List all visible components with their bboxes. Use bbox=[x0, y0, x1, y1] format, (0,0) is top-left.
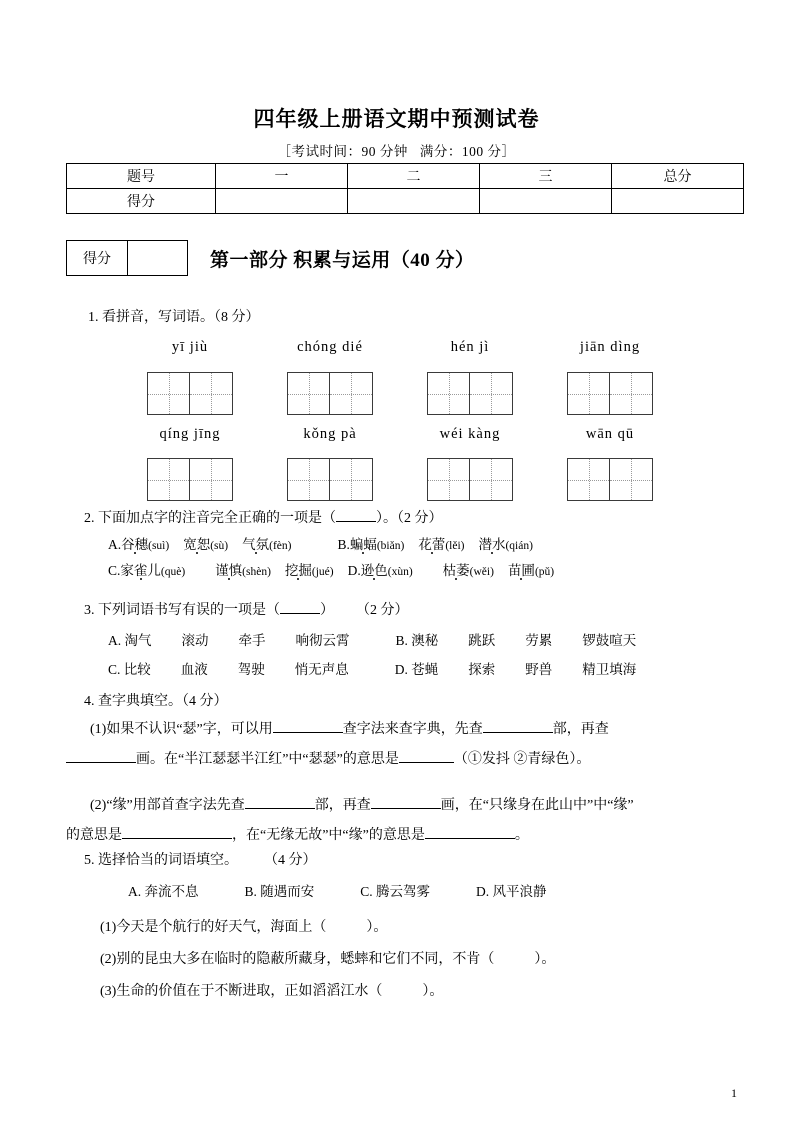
q3-option-b-item-1: 跳跃 bbox=[468, 633, 496, 648]
q4-item1-text-e: （①发抖 ②青绿色）。 bbox=[453, 752, 591, 767]
q3-option-a-item-2: 牵手 bbox=[238, 633, 266, 648]
pinyin-kong-pa: kǒng pà bbox=[303, 426, 357, 442]
grid-square[interactable] bbox=[330, 459, 372, 500]
question-5-sub-1 bbox=[100, 915, 740, 941]
pinyin-hen-ji: hén jì bbox=[450, 339, 490, 355]
exam-full-label: 满分： bbox=[419, 144, 462, 159]
q4-item1-text-b: 查字法来查字典，先查 bbox=[342, 722, 483, 737]
grid-square[interactable] bbox=[610, 373, 652, 414]
pinyin-qing-jing: qíng jīng bbox=[159, 426, 221, 442]
q1-pinyin-row-2 bbox=[120, 426, 720, 443]
q5-option-a: A. 奔流不息 bbox=[128, 884, 199, 899]
tianzige-grid[interactable] bbox=[567, 372, 653, 415]
tianzige-grid[interactable] bbox=[287, 372, 373, 415]
tianzige-grid[interactable] bbox=[287, 458, 373, 501]
option-b-pinyin-3: (qián) bbox=[505, 540, 533, 552]
q3-option-b-item-2: 劳累 bbox=[525, 633, 553, 648]
option-a-pinyin-1: (suì) bbox=[148, 540, 170, 552]
grid-square[interactable] bbox=[470, 459, 512, 500]
option-c-pinyin-1: (què) bbox=[160, 566, 186, 578]
writing-grid-cell[interactable] bbox=[400, 458, 540, 501]
option-a-pinyin-3: (fèn) bbox=[269, 540, 292, 552]
grid-square[interactable] bbox=[190, 373, 232, 414]
option-b-pinyin-1: (biǎn) bbox=[376, 540, 405, 552]
q4-item1-blank-3[interactable] bbox=[66, 762, 136, 763]
q4-item1-text-c: 部，再查 bbox=[552, 722, 609, 737]
question-3-options-line-2 bbox=[108, 657, 748, 683]
option-d-word-1: 逊色 bbox=[360, 563, 388, 578]
q4-item2-text-e: ，在“无缘无故”中“缘”的意思是 bbox=[232, 828, 425, 843]
writing-grid-cell[interactable] bbox=[400, 372, 540, 415]
q4-item2-text-a: (2)“缘”用部首查字法先查 bbox=[90, 798, 245, 813]
option-b-word-1: 蝙蝠 bbox=[349, 537, 377, 552]
tianzige-grid[interactable] bbox=[427, 372, 513, 415]
table-row bbox=[67, 189, 744, 214]
option-c-pinyin-2: (shèn) bbox=[242, 566, 271, 578]
question-2-options-line-2 bbox=[108, 558, 748, 585]
option-d-pinyin-2: (wěi) bbox=[469, 566, 494, 578]
grid-square[interactable] bbox=[190, 459, 232, 500]
q4-item1-blank-1[interactable] bbox=[273, 732, 343, 733]
cell-total: 总分 bbox=[612, 164, 744, 189]
grid-square[interactable] bbox=[330, 373, 372, 414]
question-3-stem: 3. 下列词语书写有误的一项是（ bbox=[84, 603, 280, 618]
question-5-stem: 5. 选择恰当的词语填空。 bbox=[84, 853, 238, 868]
tianzige-grid[interactable] bbox=[147, 372, 233, 415]
q5-sub3-text-end: ）。 bbox=[422, 984, 444, 999]
q3-option-d-item-3: 精卫填海 bbox=[582, 662, 637, 677]
question-2-stem-end: ）。（2 分） bbox=[376, 511, 443, 526]
writing-grid-cell[interactable] bbox=[540, 372, 680, 415]
q3-option-d-item-1: 探索 bbox=[468, 662, 496, 677]
q3-option-d-item-2: 野兽 bbox=[525, 662, 553, 677]
option-c-label: C. bbox=[108, 563, 121, 578]
pinyin-yi-jiu: yī jiù bbox=[171, 339, 209, 355]
question-5 bbox=[84, 848, 724, 874]
q3-option-c-item-3: 悄无声息 bbox=[294, 662, 349, 677]
option-d-pinyin-1: (xùn) bbox=[387, 566, 413, 578]
q4-item2-blank-4[interactable] bbox=[425, 838, 515, 839]
option-d-word-3: 苗圃 bbox=[507, 563, 535, 578]
q3-option-c-item-1: 血液 bbox=[180, 662, 208, 677]
option-b-word-3: 潜水 bbox=[478, 537, 506, 552]
q4-item2-text-f: 。 bbox=[514, 828, 529, 843]
tianzige-grid[interactable] bbox=[427, 458, 513, 501]
question-3 bbox=[84, 598, 724, 624]
grid-square[interactable] bbox=[568, 373, 610, 414]
question-5-options bbox=[128, 879, 768, 905]
page-title: 四年级上册语文期中预测试卷 bbox=[253, 107, 540, 131]
q1-writing-grid-row-1 bbox=[120, 372, 720, 415]
q4-item2-text-d: 的意思是 bbox=[66, 828, 122, 843]
page-number: 1 bbox=[731, 1086, 737, 1100]
q4-item2-text-b: 部，再查 bbox=[314, 798, 371, 813]
q5-sub2-text-end: ）。 bbox=[534, 952, 556, 967]
q4-item2-blank-1[interactable] bbox=[245, 808, 315, 809]
question-4-item-1 bbox=[66, 715, 736, 775]
question-4-item-2 bbox=[66, 791, 736, 851]
exam-info bbox=[0, 140, 793, 160]
option-a-word-1: 谷穗 bbox=[121, 537, 149, 552]
grid-square[interactable] bbox=[288, 459, 330, 500]
question-3-points: （2 分） bbox=[356, 603, 409, 618]
score-cell-1[interactable] bbox=[216, 189, 348, 214]
q5-sub2-text: (2)别的昆虫大多在临时的隐蔽所藏身，蟋蟀和它们不同，不肯（ bbox=[100, 952, 495, 967]
option-a-label: A. bbox=[108, 537, 122, 552]
writing-grid-cell[interactable] bbox=[540, 458, 680, 501]
question-1-stem: 1. 看拼音，写词语。 bbox=[88, 310, 214, 325]
q5-sub3-text: (3)生命的价值在于不断进取，正如滔滔江水（ bbox=[100, 984, 383, 999]
q5-option-c: C. 腾云驾雾 bbox=[360, 884, 431, 899]
option-a-word-2: 宽恕 bbox=[183, 537, 211, 552]
question-2-options-line-1 bbox=[108, 532, 748, 559]
section-header bbox=[66, 240, 475, 276]
row-header-tihao: 题号 bbox=[67, 164, 216, 189]
exam-full-score: 100 分］ bbox=[461, 144, 516, 159]
q5-sub1-text: (1)今天是个航行的好天气，海面上（ bbox=[100, 920, 327, 935]
grid-square[interactable] bbox=[428, 373, 470, 414]
question-5-sub-3 bbox=[100, 979, 740, 1005]
q3-option-b-item-3: 锣鼓喧天 bbox=[582, 633, 637, 648]
tianzige-grid[interactable] bbox=[147, 458, 233, 501]
option-c-word-3: 挖掘 bbox=[284, 563, 312, 578]
pinyin-jian-ding: jiān dìng bbox=[579, 339, 641, 355]
q4-item2-text-c: 画，在“只缘身在此山中”中“缘” bbox=[440, 798, 634, 813]
q3-option-d-label: D. 苍蝇 bbox=[394, 662, 439, 677]
question-1-points: （8 分） bbox=[214, 310, 260, 325]
option-d-word-2: 枯萎 bbox=[442, 563, 470, 578]
grid-square[interactable] bbox=[470, 373, 512, 414]
score-cell-3[interactable] bbox=[480, 189, 612, 214]
q4-item2-blank-3[interactable] bbox=[122, 838, 232, 839]
option-c-pinyin-3: (jué) bbox=[311, 566, 334, 578]
question-4-stem: 4. 查字典填空。（4 分） bbox=[84, 694, 228, 709]
grid-square[interactable] bbox=[288, 373, 330, 414]
grid-square[interactable] bbox=[148, 459, 190, 500]
question-5-points: （4 分） bbox=[264, 853, 317, 868]
table-row bbox=[67, 164, 744, 189]
pinyin-chong-die: chóng dié bbox=[297, 339, 363, 355]
q5-option-d: D. 风平浪静 bbox=[476, 884, 547, 899]
q3-option-b-label: B. 澳秘 bbox=[395, 633, 439, 648]
exam-time: 90 分钟 bbox=[361, 144, 408, 159]
grid-square[interactable] bbox=[428, 459, 470, 500]
cell-section-3: 三 bbox=[480, 164, 612, 189]
section-score-input[interactable] bbox=[128, 241, 187, 275]
q5-option-b: B. 随遇而安 bbox=[244, 884, 315, 899]
pinyin-wan-qu: wān qū bbox=[585, 426, 635, 442]
option-c-word-2: 谨慎 bbox=[215, 563, 243, 578]
option-b-word-2: 花蕾 bbox=[418, 537, 446, 552]
q1-writing-grid-row-2 bbox=[120, 458, 720, 501]
q4-item1-text-a: (1)如果不认识“瑟”字，可以用 bbox=[90, 722, 273, 737]
option-b-pinyin-2: (lěi) bbox=[445, 540, 465, 552]
option-a-word-3: 气氛 bbox=[242, 537, 270, 552]
q3-option-c-item-2: 驾驶 bbox=[237, 662, 265, 677]
question-4 bbox=[84, 689, 724, 715]
question-2 bbox=[84, 506, 724, 532]
grid-square[interactable] bbox=[148, 373, 190, 414]
option-d-label: D. bbox=[347, 563, 361, 578]
grid-square[interactable] bbox=[568, 459, 610, 500]
question-3-options-line-1 bbox=[108, 628, 748, 654]
section-score-box bbox=[66, 240, 188, 276]
question-3-answer-blank[interactable] bbox=[280, 613, 320, 614]
q3-option-c-label: C. 比较 bbox=[108, 662, 151, 677]
section-title: 第一部分 积累与运用（40 分） bbox=[210, 249, 475, 271]
tianzige-grid[interactable] bbox=[567, 458, 653, 501]
writing-grid-cell[interactable] bbox=[260, 458, 400, 501]
q4-item1-text-d: 画。在“半江瑟瑟半江红”中“瑟瑟”的意思是 bbox=[136, 752, 399, 767]
q1-pinyin-row-1 bbox=[120, 339, 720, 356]
q4-item1-blank-2[interactable] bbox=[483, 732, 553, 733]
writing-grid-cell[interactable] bbox=[120, 372, 260, 415]
exam-info-prefix: ［考试时间： bbox=[277, 144, 362, 159]
question-1 bbox=[88, 305, 728, 331]
option-d-pinyin-3: (pǔ) bbox=[534, 566, 555, 578]
q3-option-a-item-1: 滚动 bbox=[181, 633, 209, 648]
writing-grid-cell[interactable] bbox=[120, 458, 260, 501]
q3-option-a-label: A. 淘气 bbox=[108, 633, 152, 648]
cell-section-2: 二 bbox=[348, 164, 480, 189]
option-c-word-1: 家雀儿 bbox=[120, 563, 161, 578]
q4-item1-blank-4[interactable] bbox=[399, 762, 454, 763]
q4-item2-blank-2[interactable] bbox=[371, 808, 441, 809]
section-score-label: 得分 bbox=[67, 241, 128, 275]
question-3-stem-end: ） bbox=[320, 603, 334, 618]
question-5-sub-2 bbox=[100, 947, 740, 973]
writing-grid-cell[interactable] bbox=[260, 372, 400, 415]
cell-section-1: 一 bbox=[216, 164, 348, 189]
grid-square[interactable] bbox=[610, 459, 652, 500]
row-header-defen: 得分 bbox=[67, 189, 216, 214]
q3-option-a-item-3: 响彻云霄 bbox=[295, 633, 350, 648]
score-cell-2[interactable] bbox=[348, 189, 480, 214]
pinyin-wei-kang: wéi kàng bbox=[439, 426, 501, 442]
question-2-stem: 2. 下面加点字的注音完全正确的一项是（ bbox=[84, 511, 336, 526]
option-a-pinyin-2: (sù) bbox=[210, 540, 229, 552]
q5-sub1-text-end: ）。 bbox=[366, 920, 388, 935]
question-2-answer-blank[interactable] bbox=[336, 521, 376, 522]
option-b-label: B. bbox=[337, 537, 350, 552]
score-table bbox=[66, 163, 744, 214]
score-cell-total[interactable] bbox=[612, 189, 744, 214]
